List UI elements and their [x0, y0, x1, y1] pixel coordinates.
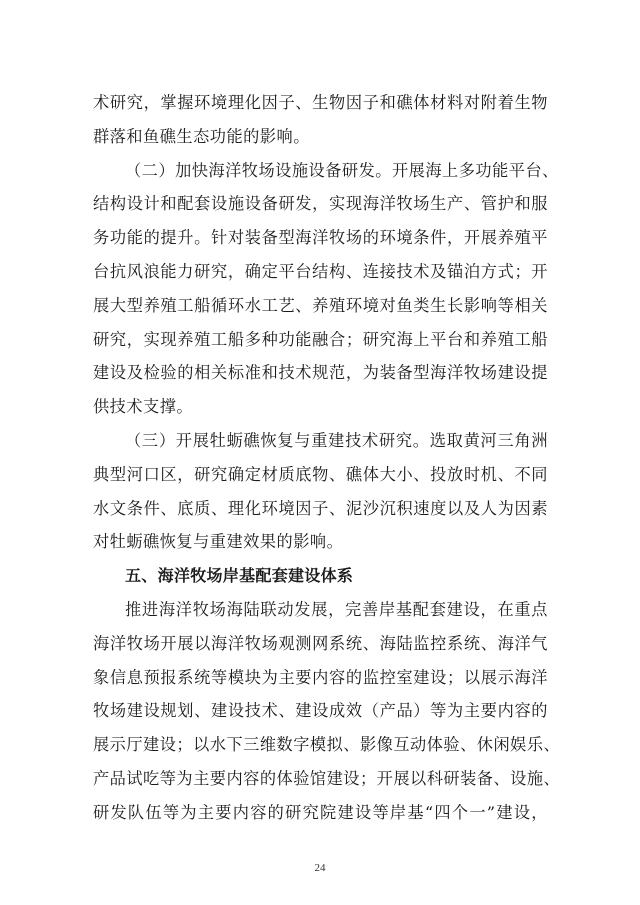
text-line: 推进海洋牧场海陆联动发展，完善岸基配套建设，在重点 [125, 599, 548, 619]
text-line: 建设及检验的相关标准和技术规范，为装备型海洋牧场建设提 [93, 363, 548, 383]
section-3-lead-line [93, 424, 548, 458]
section-2-number: （二） [125, 160, 176, 180]
section-heading: 五、海洋牧场岸基配套建设体系 [125, 566, 354, 586]
section-3-number: （三） [125, 430, 176, 450]
page-number: 24 [314, 862, 326, 874]
text-line: 结构设计和配套设施设备研发，实现海洋牧场生产、管护和服 [93, 194, 548, 214]
text-line: 对牡蛎礁恢复与重建效果的影响。 [93, 532, 344, 552]
text-line: 研究，实现养殖工船多种功能融合；研究海上平台和养殖工船 [93, 329, 548, 349]
text-line: 供技术支撑。 [93, 397, 194, 417]
text-line: 研发队伍等为主要内容的研究院建设等岸基“四个一”建设， [93, 802, 548, 822]
section-2-lead-line [93, 154, 559, 188]
text-line: 牧场建设规划、建设技术、建设成效（产品）等为主要内容的 [93, 701, 548, 721]
text-line: 展大型养殖工船循环水工艺、养殖环境对鱼类生长影响等相关 [93, 295, 548, 315]
text-line: 务功能的提升。针对装备型海洋牧场的环境条件，开展养殖平 [93, 228, 548, 248]
text-line: 海洋牧场开展以海洋牧场观测网系统、海陆监控系统、海洋气 [93, 633, 548, 653]
document-body [93, 86, 561, 830]
text-line: 产品试吃等为主要内容的体验馆建设；开展以科研装备、设施、 [93, 768, 561, 788]
text-line: 展示厅建设；以水下三维数字模拟、影像互动体验、休闲娱乐、 [93, 735, 561, 755]
text-line: 象信息预报系统等模块为主要内容的监控室建设；以展示海洋 [93, 667, 548, 687]
text-line: 典型河口区，研究确定材质底物、礁体大小、投放时机、不同 [93, 464, 548, 484]
text-line: 群落和鱼礁生态功能的影响。 [93, 126, 310, 146]
section-2-text: 加快海洋牧场设施设备研发。开展海上多功能平台、 [175, 160, 559, 180]
section-3-text: 开展牡蛎礁恢复与重建技术研究。选取黄河三角洲 [175, 430, 549, 450]
text-line: 术研究，掌握环境理化因子、生物因子和礁体材料对附着生物 [93, 93, 548, 112]
text-line: 台抗风浪能力研究，确定平台结构、连接技术及锚泊方式；开 [93, 261, 548, 281]
text-line: 水文条件、底质、理化环境因子、泥沙沉积速度以及人为因素 [93, 498, 548, 518]
